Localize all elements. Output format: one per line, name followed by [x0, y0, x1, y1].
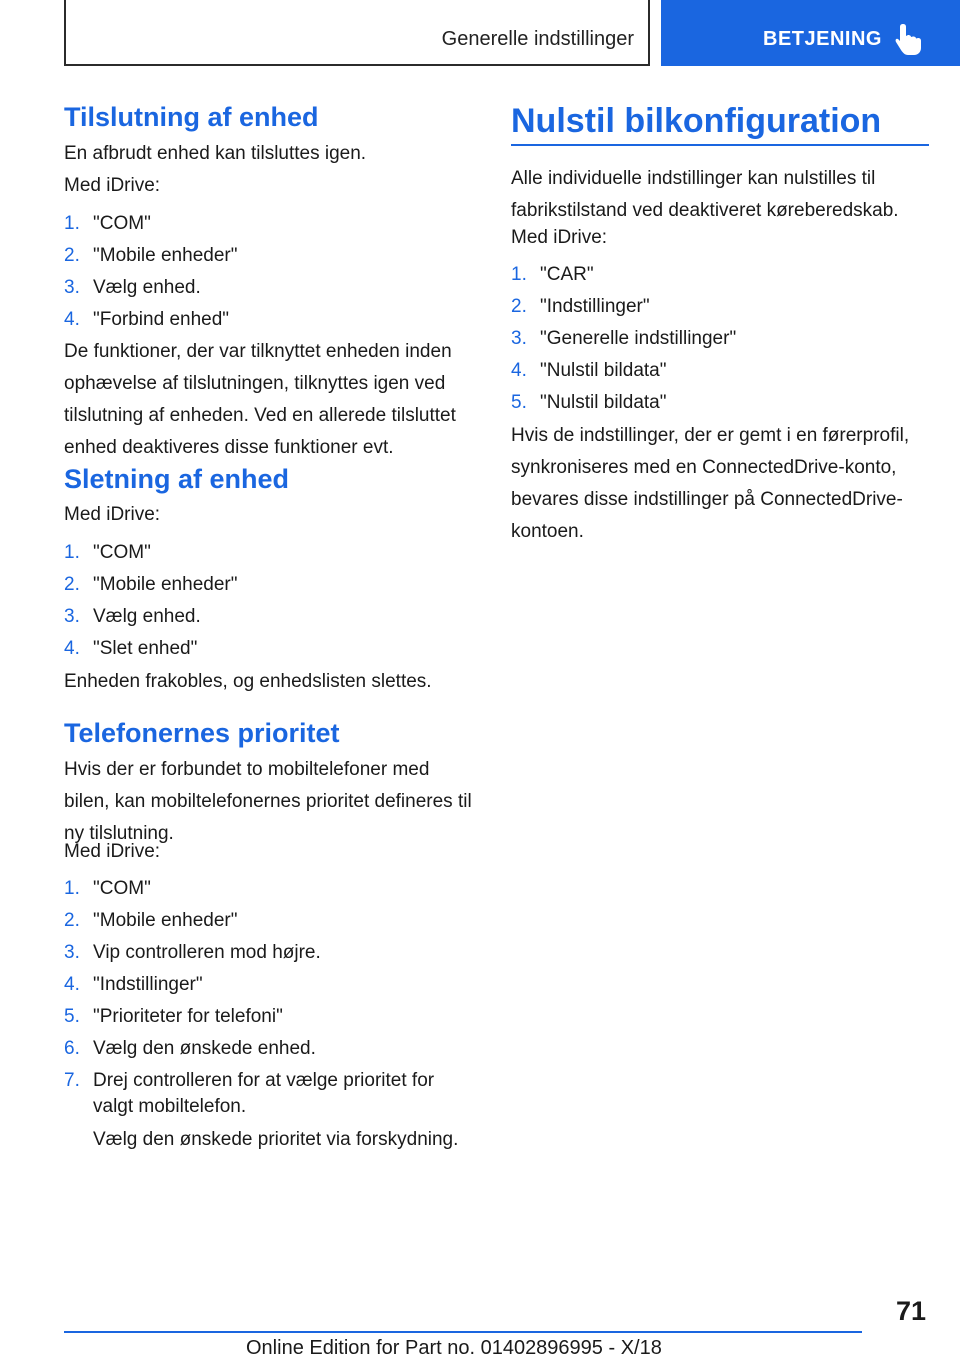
- footer-rule: [64, 1331, 862, 1333]
- chapter-tab-label: BETJENING: [763, 28, 882, 50]
- paragraph: Med iDrive:: [64, 841, 161, 862]
- heading-prioritet: Telefonernes prioritet: [64, 718, 340, 748]
- paragraph: Med iDrive:: [64, 175, 161, 196]
- running-header-section: [64, 0, 650, 66]
- paragraph: Hvis de indstillinger, der er gemt i en førerprofil, synkroniseres med en ConnectedDrive-konto, bevares disse indstillinger på ConnectedDrive-kontoen.: [511, 425, 910, 542]
- heading-tilslutning: Tilslutning af enhed: [64, 102, 319, 132]
- paragraph: En afbrudt enhed kan tilsluttes igen.: [64, 143, 367, 164]
- heading-nulstil: Nulstil bilkonfiguration: [511, 102, 882, 140]
- heading-rule: [511, 144, 929, 146]
- page-number: 71: [895, 1296, 926, 1326]
- paragraph: Med iDrive:: [64, 504, 161, 525]
- running-header-title: Generelle indstillinger: [441, 28, 634, 50]
- paragraph: Alle individuelle indstillinger kan nulstilles til fabrikstilstand ved deaktiveret køreberedskab.: [511, 168, 899, 221]
- paragraph: Hvis der er forbundet to mobiltelefoner med bilen, kan mobiltelefonernes prioritet defineres til ny tilslutning.: [64, 759, 472, 844]
- footer-edition: Online Edition for Part no. 01402896995 - X/18: [246, 1337, 662, 1359]
- hand-pointer-icon: [894, 22, 922, 56]
- paragraph: Med iDrive:: [511, 227, 608, 248]
- paragraph: De funktioner, der var tilknyttet enheden inden ophævelse af tilslutningen, tilknyttes igen ved tilslutning af enheden. Ved en allerede tilsluttet enhed deaktiveres disse funktioner evt.: [64, 341, 456, 458]
- paragraph: Enheden frakobles, og enhedslisten slettes.: [64, 671, 432, 692]
- heading-sletning: Sletning af enhed: [64, 464, 290, 494]
- chapter-tab: [661, 0, 960, 66]
